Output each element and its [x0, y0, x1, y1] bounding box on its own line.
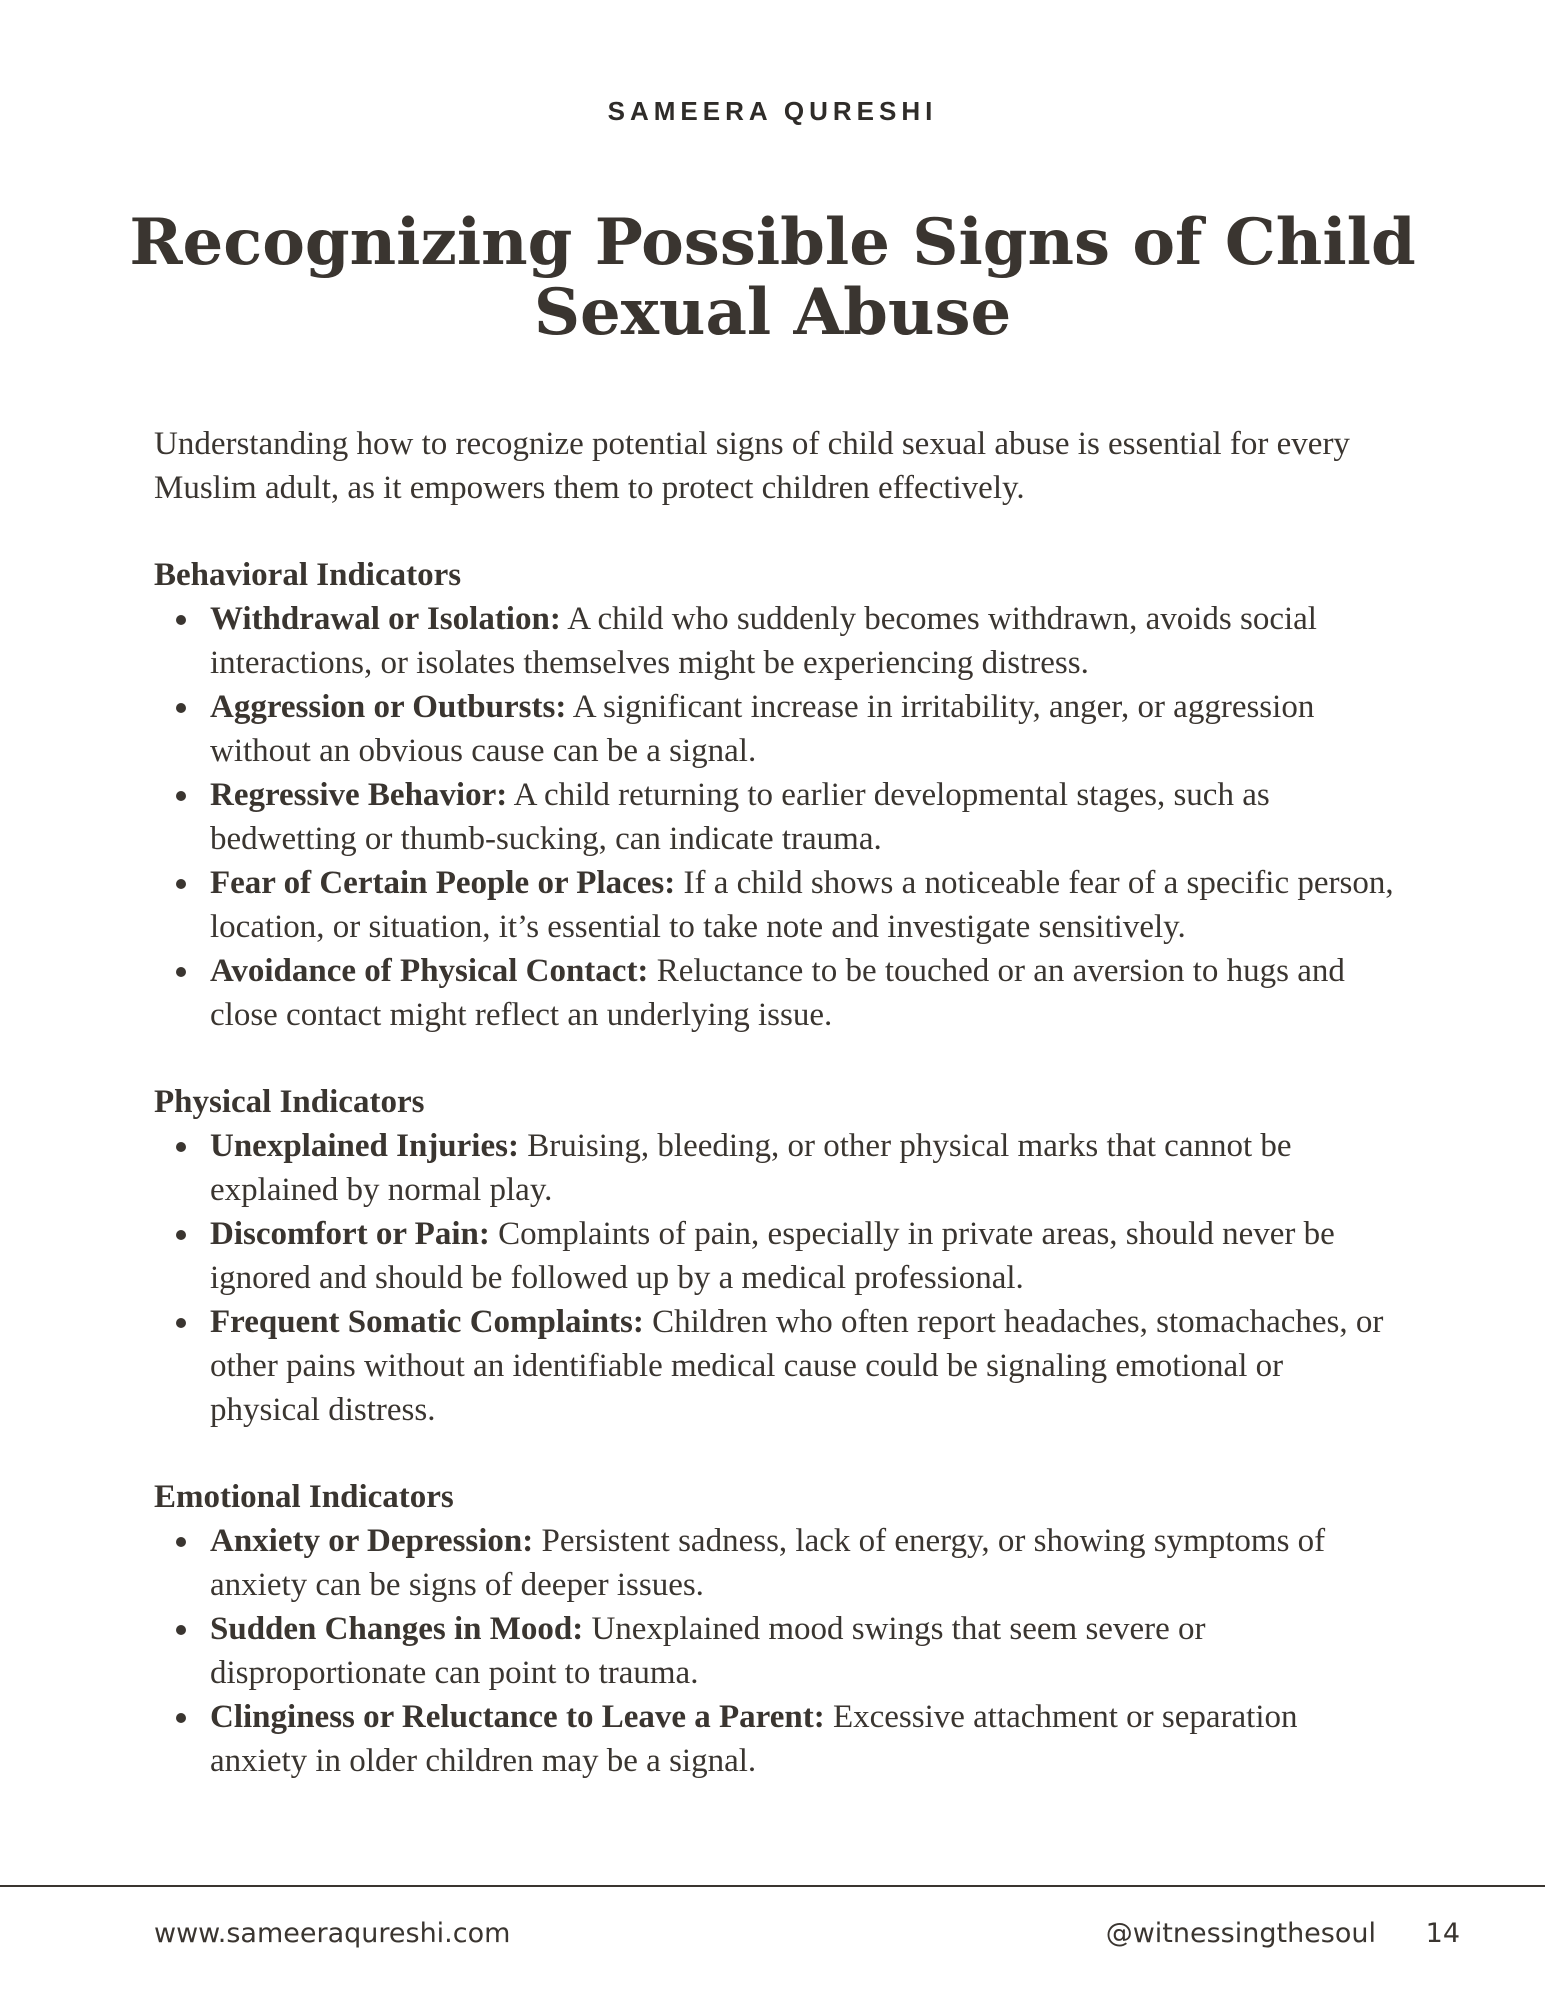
bullet-term: Regressive Behavior:: [210, 777, 508, 813]
page-footer: [154, 1914, 1460, 1954]
bullet-list: [154, 1519, 1399, 1783]
bullet-text: Persistent sadness, lack of energy, or showing symptoms of anxiety can be signs of deeper issues.: [210, 1523, 1326, 1603]
list-item: [210, 949, 1399, 1037]
section-heading: Behavioral Indicators: [154, 557, 462, 593]
list-item: [210, 1695, 1399, 1783]
list-item: [210, 1124, 1399, 1212]
bullet-term: Fear of Certain People or Places:: [210, 865, 676, 901]
list-item: [210, 685, 1399, 773]
page-title-line-2: Sexual Abuse: [533, 275, 1012, 350]
bullet-text: Complaints of pain, especially in private areas, should never be ignored and should be followed up by a medical professional.: [210, 1216, 1335, 1296]
section-heading: Physical Indicators: [154, 1084, 425, 1120]
bullet-text: Excessive attachment or separation anxiety in older children may be a signal.: [210, 1699, 1298, 1779]
bullet-list: [154, 597, 1399, 1037]
footer-divider: [0, 1885, 1545, 1887]
intro-paragraph: Understanding how to recognize potential signs of child sexual abuse is essential for every Muslim adult, as it empowers them to protect children effectively.: [154, 426, 1350, 506]
section-behavioral-indicators: [154, 553, 1399, 1037]
bullet-list: [154, 1124, 1399, 1432]
bullet-text: Children who often report headaches, stomachaches, or other pains without an identifiable medical cause could be signaling emotional or physical distress.: [210, 1304, 1384, 1428]
author-name: SAMEERA QURESHI: [607, 96, 938, 126]
page-title-line-1: Recognizing Possible Signs of Child: [129, 205, 1416, 280]
list-item: [210, 861, 1399, 949]
bullet-term: Clinginess or Reluctance to Leave a Parent:: [210, 1699, 825, 1735]
list-item: [210, 1300, 1399, 1432]
page-number: 14: [1425, 1918, 1460, 1949]
list-item: [210, 1519, 1399, 1607]
bullet-text: Unexplained mood swings that seem severe or disproportionate can point to trauma.: [210, 1611, 1206, 1691]
section-physical-indicators: [154, 1080, 1399, 1432]
list-item: [210, 1607, 1399, 1695]
list-item: [210, 773, 1399, 861]
section-heading: Emotional Indicators: [154, 1479, 454, 1515]
list-item: [210, 1212, 1399, 1300]
bullet-text: Reluctance to be touched or an aversion to hugs and close contact might reflect an underlying issue.: [210, 953, 1345, 1033]
bullet-term: Avoidance of Physical Contact:: [210, 953, 649, 989]
bullet-term: Unexplained Injuries:: [210, 1128, 519, 1164]
bullet-text: A child who suddenly becomes withdrawn, avoids social interactions, or isolates themselves might be experiencing distress.: [210, 601, 1317, 681]
bullet-term: Sudden Changes in Mood:: [210, 1611, 584, 1647]
footer-website-link[interactable]: www.sameeraqureshi.com: [154, 1918, 511, 1949]
bullet-term: Aggression or Outbursts:: [210, 689, 567, 725]
bullet-text: Bruising, bleeding, or other physical marks that cannot be explained by normal play.: [210, 1128, 1292, 1208]
footer-social-handle[interactable]: @witnessingthesoul: [1105, 1918, 1376, 1949]
bullet-term: Frequent Somatic Complaints:: [210, 1304, 644, 1340]
page-title: [120, 205, 1425, 350]
bullet-text: A significant increase in irritability, anger, or aggression without an obvious cause can be a signal.: [210, 689, 1315, 769]
list-item: [210, 597, 1399, 685]
bullet-term: Discomfort or Pain:: [210, 1216, 490, 1252]
bullet-text: If a child shows a noticeable fear of a specific person, location, or situation, it’s essential to take note and investigate sensitively.: [210, 865, 1394, 945]
bullet-term: Anxiety or Depression:: [210, 1523, 534, 1559]
article-body: [154, 422, 1399, 1826]
section-emotional-indicators: [154, 1475, 1399, 1783]
bullet-term: Withdrawal or Isolation:: [210, 601, 561, 637]
bullet-text: A child returning to earlier developmental stages, such as bedwetting or thumb-sucking, can indicate trauma.: [210, 777, 1270, 857]
